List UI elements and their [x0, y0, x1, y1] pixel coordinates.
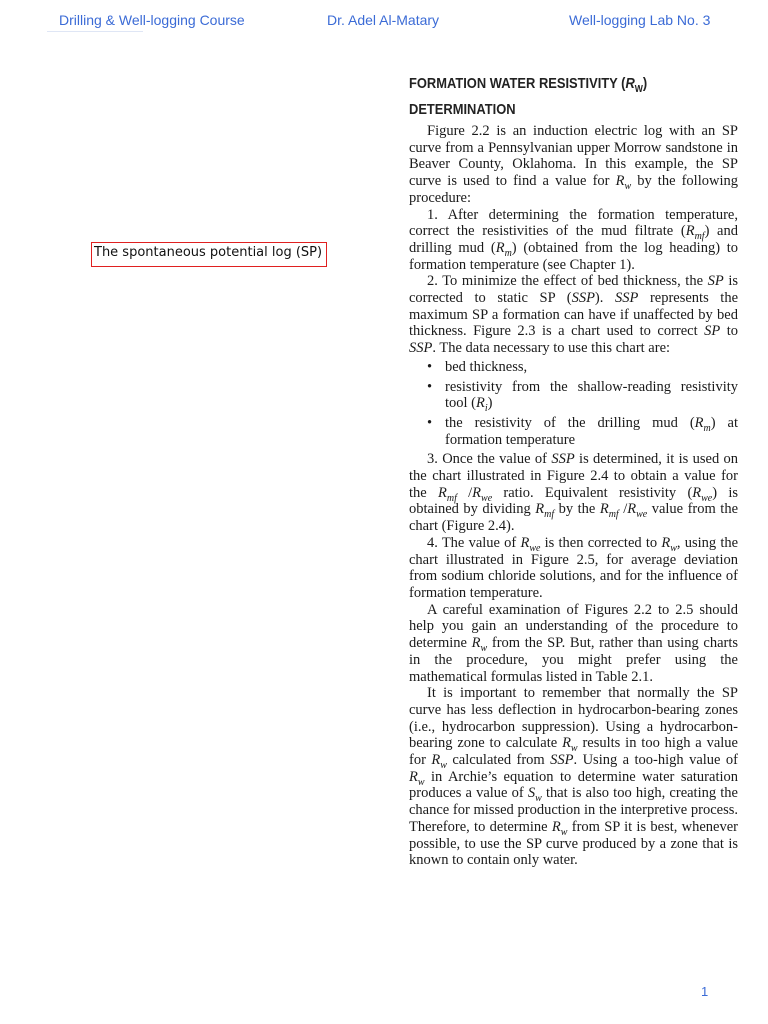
header-course: Drilling & Well-logging Course [59, 12, 245, 28]
step-3: 3. Once the value of SSP is determined, it is used on the chart illustrated in Figure 2.4 to obtain a value for the $R_{mf}$ $/R_{we}$ ratio. Equivalent resistivity $(R_{we})$ is obtained by dividing $R_{mf}$ by the $R_{mf}$ $/R_{we}$ value from the chart (Figure 2.4). [409, 451, 739, 535]
list-item: • bed thickness, [409, 359, 738, 376]
sp-log-label-box [91, 242, 327, 267]
header-divider [47, 31, 143, 32]
chart-data-list [409, 359, 738, 449]
paragraph-intro: Figure 2.2 is an induction electric log with an SP curve from a Pennsylvanian upper Morrow sandstone in Beaver County, Oklahoma. In this example, the SP curve is used to find a value for $R_w$ by the following procedure: [409, 123, 738, 206]
step-1: 1. After determining the formation temperature, correct the resistivities of the mud filtrate $(R_{mf})$ and drilling mud $(R_m)$ (obtained from the log heading) to formation temperature (see Chapter 1). [409, 206, 738, 273]
sp-log-label: The spontaneous potential log (SP) [94, 245, 323, 260]
list-item: • resistivity from the shallow-reading resistivity tool $(R_i)$ [409, 379, 738, 412]
header-author: Dr. Adel Al-Matary [327, 12, 440, 28]
section-heading: FORMATION WATER RESISTIVITY $(R_W)$ DETERMINATION [409, 75, 648, 118]
paragraph-hydrocarbon: It is important to remember that normally the SP curve has less deflection in hydrocarbon-bearing zones (i.e., hydrocarbon suppression). Using a hydrocarbon-bearing zone to calculate $R_w$ results in too high a value for $R_w$ calculated from SSP. Using a too-high value of $R_w$ in Archie’s equation to determine water saturation produces a value of $S_w$ that is also too high, creating the chance for missed production in the interpretive process. Therefore, to determine $R_w$ from SP it is best, whenever possible, to use the SP curve produced by a zone that is known to contain only water. [409, 685, 739, 869]
list-item: • the resistivity of the drilling mud $(R_m)$ at formation temperature [409, 415, 738, 448]
body-text [409, 123, 738, 869]
header-lab: Well-logging Lab No. 3 [569, 12, 711, 28]
paragraph-examination: A careful examination of Figures 2.2 to 2.5 should help you gain an understanding of the procedure to determine $R_w$ from the SP. But, rather than using charts in the procedure, you might prefer using the mathematical formulas listed in Table 2.1. [409, 601, 738, 685]
page-number: 1 [701, 984, 709, 999]
step-2: 2. To minimize the effect of bed thickness, the SP is corrected to static SP (SSP). SSP represents the maximum SP a formation can have if unaffected by bed thickness. Figure 2.3 is a chart used to correct SP to SSP. The data necessary to use this chart are: [409, 273, 739, 357]
step-4: 4. The value of $R_{we}$ is then corrected to $R_w$, using the chart illustrated in Figure 2.5, for average deviation from sodium chloride solutions, and for the influence of formation temperature. [409, 534, 739, 601]
